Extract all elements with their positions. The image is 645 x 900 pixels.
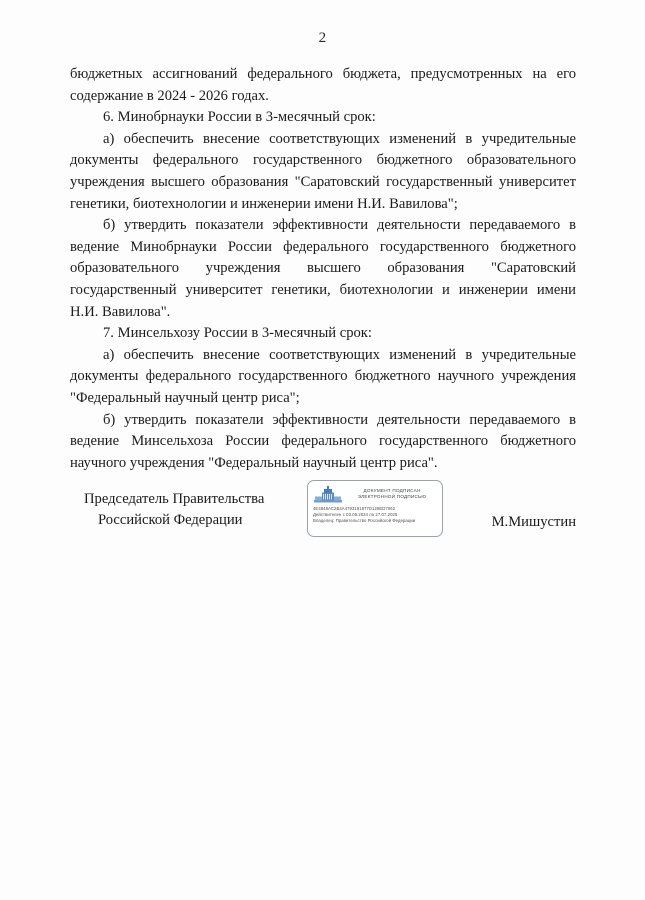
- estamp-title-line-1: ДОКУМЕНТ ПОДПИСАН: [363, 488, 421, 494]
- estamp-title-line-2: ЭЛЕКТРОННОЙ ПОДПИСЬЮ: [357, 494, 427, 499]
- paragraph-item-6: 6. Минобрнауки России в 3-месячный срок:: [103, 109, 376, 126]
- signer-name: М.Мишустин: [491, 514, 576, 530]
- paragraph-item-7a: а) обеспечить внесение соответствующих изменений в учредительные документы федерального государственного бюджетного научного учреждения "Федеральный научный центр риса";: [70, 346, 576, 406]
- paragraph-item-6a: а) обеспечить внесение соответствующих изменений в учредительные документы федерального государственного бюджетного образовательного учреждения высшего образования "Саратовский государственный университет генетики, биотехнологии и инженерии имени Н.И. Вавилова";: [70, 130, 576, 212]
- page-number: 2: [318, 30, 327, 46]
- estamp-validity: Действителен с 03.05.2024 по 27.07.2025: [313, 511, 398, 517]
- paragraph-budget-allocations: бюджетных ассигнований федерального бюджета, предусмотренных на его содержание в 2024 - 2026 годах.: [70, 66, 576, 104]
- estamp-title: [347, 488, 437, 499]
- paragraph-item-7: 7. Минсельхозу России в 3-месячный срок:: [103, 325, 372, 342]
- estamp-details: [313, 506, 437, 525]
- paragraph-item-7b: б) утвердить показатели эффективности деятельности передаваемого в ведение Минсельхоза России федерального государственного бюджетного научного учреждения "Федеральный научный центр риса".: [70, 411, 576, 471]
- document-body: [70, 64, 576, 474]
- electronic-signature-stamp: [307, 480, 443, 537]
- government-building-icon: [313, 486, 343, 503]
- estamp-header: [313, 485, 437, 503]
- signer-role-line-1: Председатель Правительства: [84, 491, 265, 507]
- estamp-owner: Владелец: Правительство Российской Федерации: [313, 518, 416, 524]
- estamp-certificate-id: 4E4848AC2B4A4793191877D128ED7062: [313, 505, 396, 511]
- paragraph-item-6b: б) утвердить показатели эффективности деятельности передаваемого в ведение Минобрнауки России федерального государственного бюджетного образовательного учреждения высшего образования "Саратовский государственный университет генетики, биотехнологии и инженерии имени Н.И. Вавилова".: [70, 217, 576, 320]
- signer-role-line-2: Российской Федерации: [98, 512, 243, 528]
